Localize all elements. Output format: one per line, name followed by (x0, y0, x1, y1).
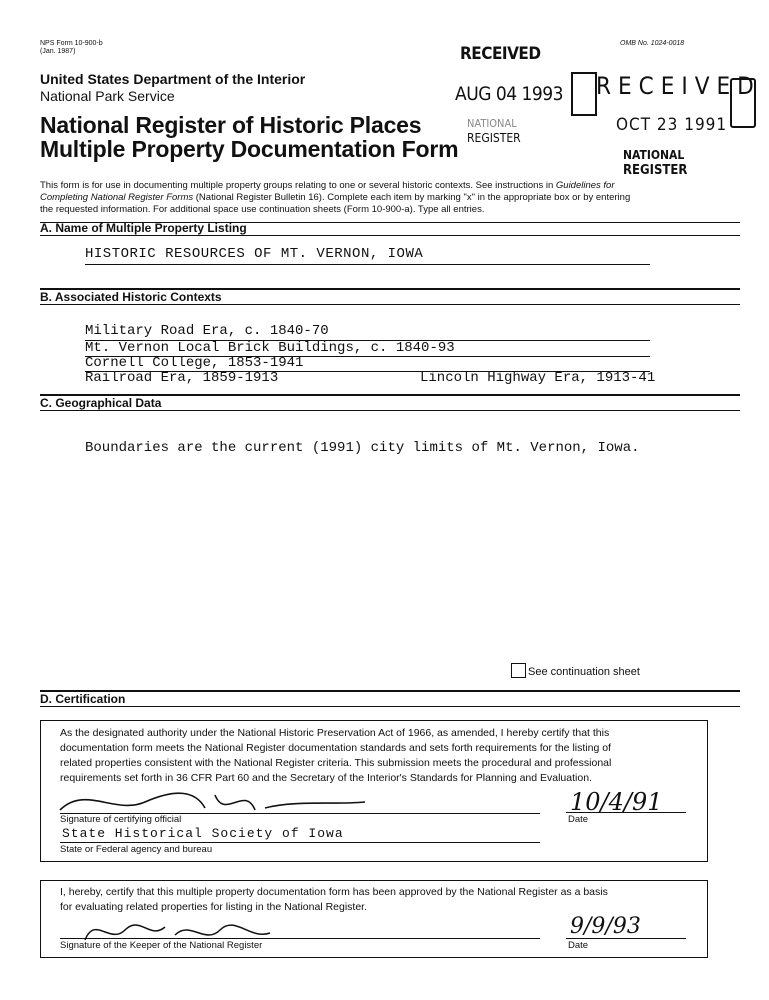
date-line (566, 812, 686, 813)
geographical-data: Boundaries are the current (1991) city limits of Mt. Vernon, Iowa. (85, 440, 640, 456)
historic-context-3: Cornell College, 1853-1941 (85, 355, 304, 371)
historic-context-4: Railroad Era, 1859-1913 (85, 370, 279, 386)
agency-label: State or Federal agency and bureau (60, 844, 213, 855)
historic-context-2: Mt. Vernon Local Brick Buildings, c. 1840-93 (85, 340, 455, 356)
intro-text: This form is for use in documenting multiple property groups relating to one or several historic contexts. See instructions in Guidelines for Completing National Register Forms (National Register Bulletin 16). Complete each item by marking "x" in the appropriate box or by entering the requested information. For additional space use continuation sheets (Form 10-900-a). Type all entries. (40, 180, 631, 215)
register-stamp-1: REGISTER (467, 131, 521, 145)
form-id: NPS Form 10-900-b (40, 40, 103, 47)
section-c-bottom-rule (40, 410, 740, 411)
section-a-value-line (85, 264, 650, 265)
received-stamp-2-end (730, 78, 756, 128)
form-title-line2: Multiple Property Documentation Form (40, 136, 459, 162)
historic-context-5: Lincoln Highway Era, 1913-41 (420, 370, 656, 386)
service-name: National Park Service (40, 88, 175, 104)
historic-context-1: Military Road Era, c. 1840-70 (85, 323, 329, 339)
section-a-top-rule (40, 222, 740, 223)
section-c-title: C. Geographical Data (40, 396, 162, 410)
section-a-bottom-rule (40, 235, 740, 236)
certification-date: 10/4/91 (570, 788, 663, 816)
department-name: United States Department of the Interior (40, 71, 306, 87)
section-b-bottom-rule (40, 304, 740, 305)
keeper-signature-line (60, 938, 540, 939)
section-a-title: A. Name of Multiple Property Listing (40, 221, 247, 235)
received-stamp-2-frame (571, 72, 597, 116)
keeper-date: 9/9/93 (570, 914, 641, 939)
keeper-signature-label: Signature of the Keeper of the National Register (60, 940, 263, 951)
section-d-bottom-rule (40, 706, 740, 707)
keeper-date-line (566, 938, 686, 939)
multiple-property-name: HISTORIC RESOURCES OF MT. VERNON, IOWA (85, 246, 424, 262)
certification-statement: As the designated authority under the National Historic Preservation Act of 1966, as amended, I hereby certify that this documentation form meets the National Register documentation standards and sets forth requirements for the listing of related properties consistent with the National Register criteria. This submission meets the procedural and professional requirements set forth in 36 CFR Part 60 and the Secretary of the Interior's Standards for Planning and Evaluation. (60, 727, 612, 784)
national-stamp-1: NATIONAL (467, 117, 517, 130)
received-stamp-2: RECEIVED (596, 72, 761, 100)
continuation-checkbox[interactable] (511, 663, 526, 678)
date-label: Date (568, 814, 589, 825)
approval-statement: I, hereby, certify that this multiple property documentation form has been approved by the National Register as a basis for evaluating related properties for listing in the National Register. (60, 886, 608, 913)
section-d-title: D. Certification (40, 692, 126, 706)
section-d-top-rule (40, 690, 740, 692)
continuation-label: See continuation sheet (528, 666, 640, 678)
form-title-line1: National Register of Historic Places (40, 112, 422, 138)
section-b-title: B. Associated Historic Contexts (40, 290, 222, 304)
form-date: (Jan. 1987) (40, 48, 76, 55)
signature-label: Signature of certifying official (60, 814, 182, 825)
agency-line (60, 842, 540, 843)
omb-number: OMB No. 1024-0018 (620, 40, 685, 47)
keeper-date-label: Date (568, 940, 589, 951)
agency-value: State Historical Society of Iowa (62, 826, 344, 841)
received-date-2: OCT 23 1991 (616, 115, 728, 135)
received-date-1: AUG 04 1993 (455, 83, 564, 105)
national-stamp-2: NATIONAL (623, 148, 685, 162)
register-stamp-2: REGISTER (623, 163, 688, 178)
received-stamp-1: RECEIVED (460, 44, 541, 64)
